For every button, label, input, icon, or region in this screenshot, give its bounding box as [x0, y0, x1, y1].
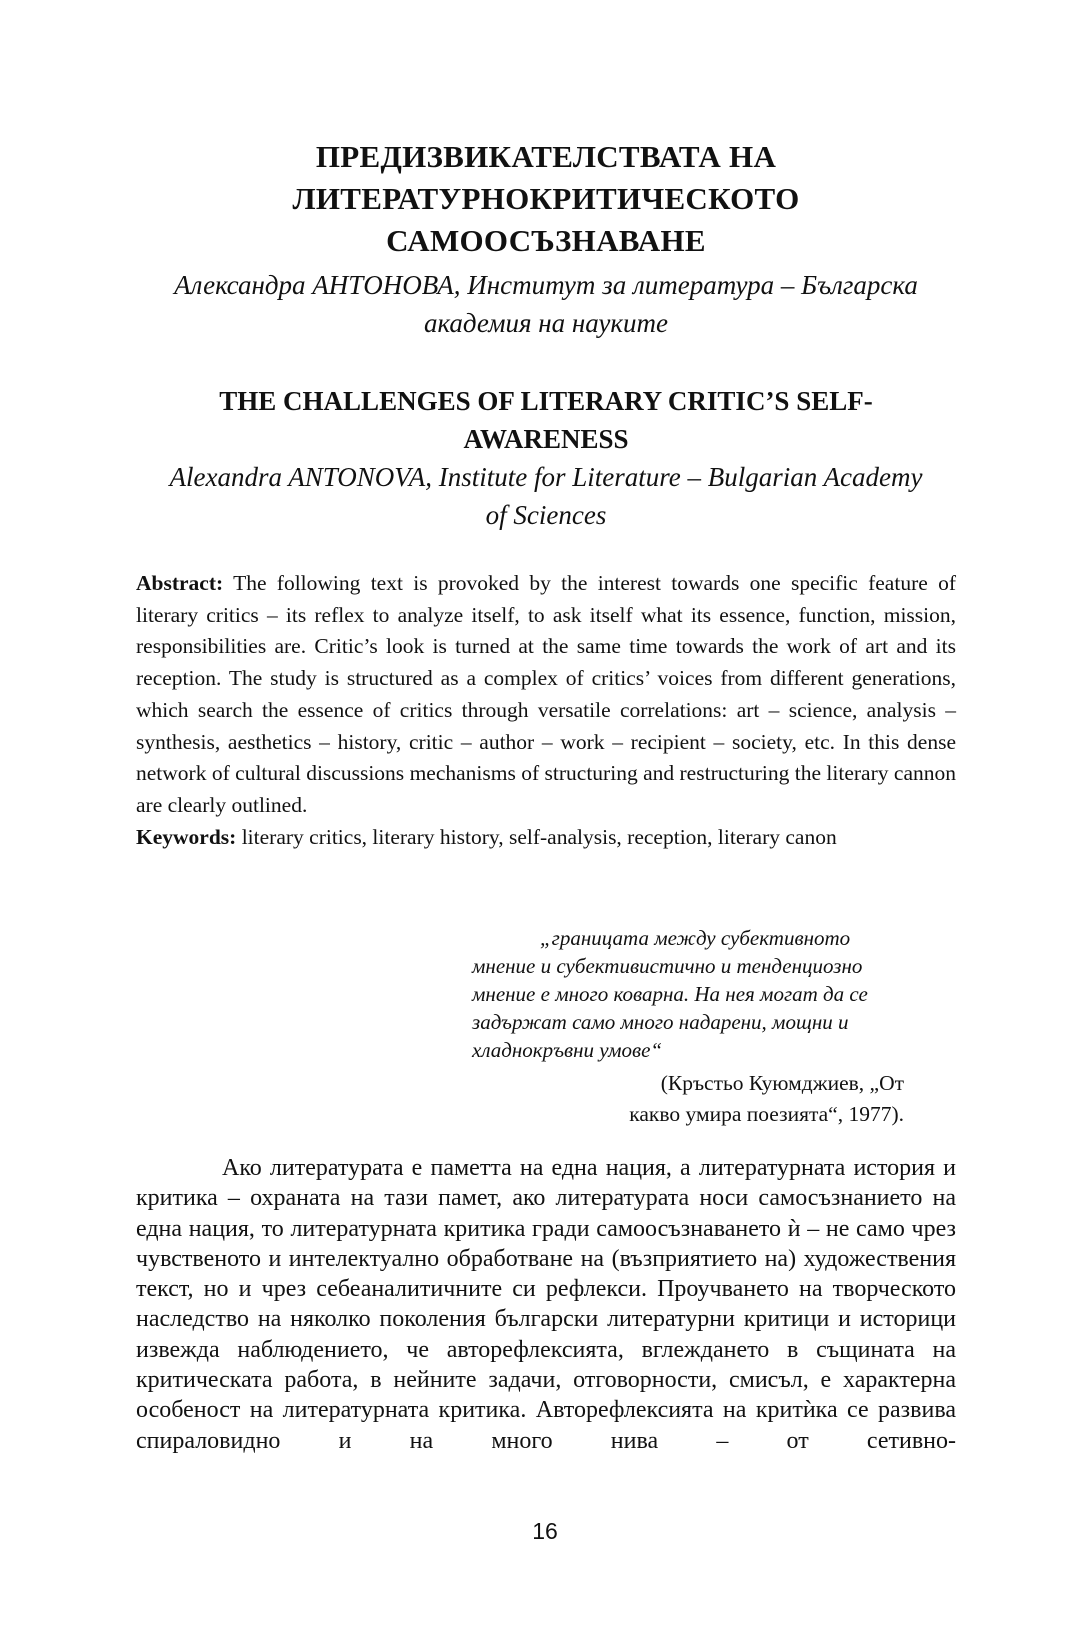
epigraph-line: „границата между субективното — [540, 926, 851, 950]
abstract — [136, 568, 956, 822]
author-bulgarian-line: академия на науките — [423, 308, 669, 338]
epigraph-line: мнение и субективистично и тенденциозно — [472, 954, 863, 978]
keywords-text: literary critics, literary history, self-analysis, reception, literary canon — [241, 825, 837, 849]
page-number: 16 — [532, 1518, 558, 1544]
keywords-label: Keywords: — [136, 825, 237, 849]
epigraph-source — [560, 1068, 904, 1130]
author-english-line: Alexandra ANTONOVA, Institute for Literature – Bulgarian Academy — [169, 462, 923, 492]
title-bulgarian — [136, 136, 956, 262]
author-english-line: of Sciences — [485, 500, 607, 530]
title-bulgarian-line: ПРЕДИЗВИКАТЕЛСТВАТА НА — [315, 139, 777, 174]
epigraph-source-line: какво умира поезията“, 1977). — [629, 1102, 904, 1126]
author-bulgarian — [136, 266, 956, 342]
keywords — [136, 822, 956, 854]
epigraph-source-line: (Кръстьо Куюмджиев, „От — [660, 1071, 904, 1095]
title-bulgarian-line: ЛИТЕРАТУРНОКРИТИЧЕСКОТО — [292, 181, 800, 216]
title-english — [136, 382, 956, 458]
epigraph-quote — [472, 924, 942, 1064]
author-bulgarian-line: Александра АНТОНОВА, Институт за литература – Българска — [174, 270, 918, 300]
epigraph-line: задържат само много надарени, мощни и — [472, 1010, 849, 1034]
title-bulgarian-line: САМООСЪЗНАВАНЕ — [386, 223, 706, 258]
abstract-label: Abstract: — [136, 571, 224, 595]
title-english-line: AWARENESS — [463, 424, 629, 454]
abstract-text: The following text is provoked by the interest towards one specific feature of literary critics – its reflex to analyze itself, to ask itself what its essence, function, mission, responsibilities are. Critic’s look is turned at the same time towards the work of art and its reception. The study is structured as a complex of critics’ voices from different generations, which search the essence of critics through versatile correlations: art – science, analysis – synthesis, aesthetics – history, critic – author – work – recipient – society, etc. In this dense network of cultural discussions mechanisms of structuring and restructuring the literary cannon are clearly outlined. — [136, 571, 956, 817]
epigraph-line: мнение е много коварна. На нея могат да се — [472, 982, 868, 1006]
author-english — [136, 458, 956, 534]
body-paragraph: Ако литературата е паметта на една нация, а литературната история и критика – охраната на тази памет, ако литературата носи самосъзнанието на една нация, то литературната критика гради самоосъзнаването ѝ – не само чрез чувственото и интелектуално обработване на (възприятието на) художествения текст, но и чрез себеаналитичните си рефлекси. Проучването на творческото наследство на няколко поколения български литературни критици и историци извежда наблюдението, че авторефлексията, вглеждането в същината на критическата работа, в нейните задачи, отговорности, смисъл, е характерна особеност на литературната критика. Авторефлексията на критѝка се развива спираловидно и на много нива – от сетивно- — [136, 1155, 956, 1454]
title-english-line: THE CHALLENGES OF LITERARY CRITIC’S SELF- — [219, 386, 873, 416]
epigraph-line: хладнокръвни умове“ — [472, 1038, 663, 1062]
